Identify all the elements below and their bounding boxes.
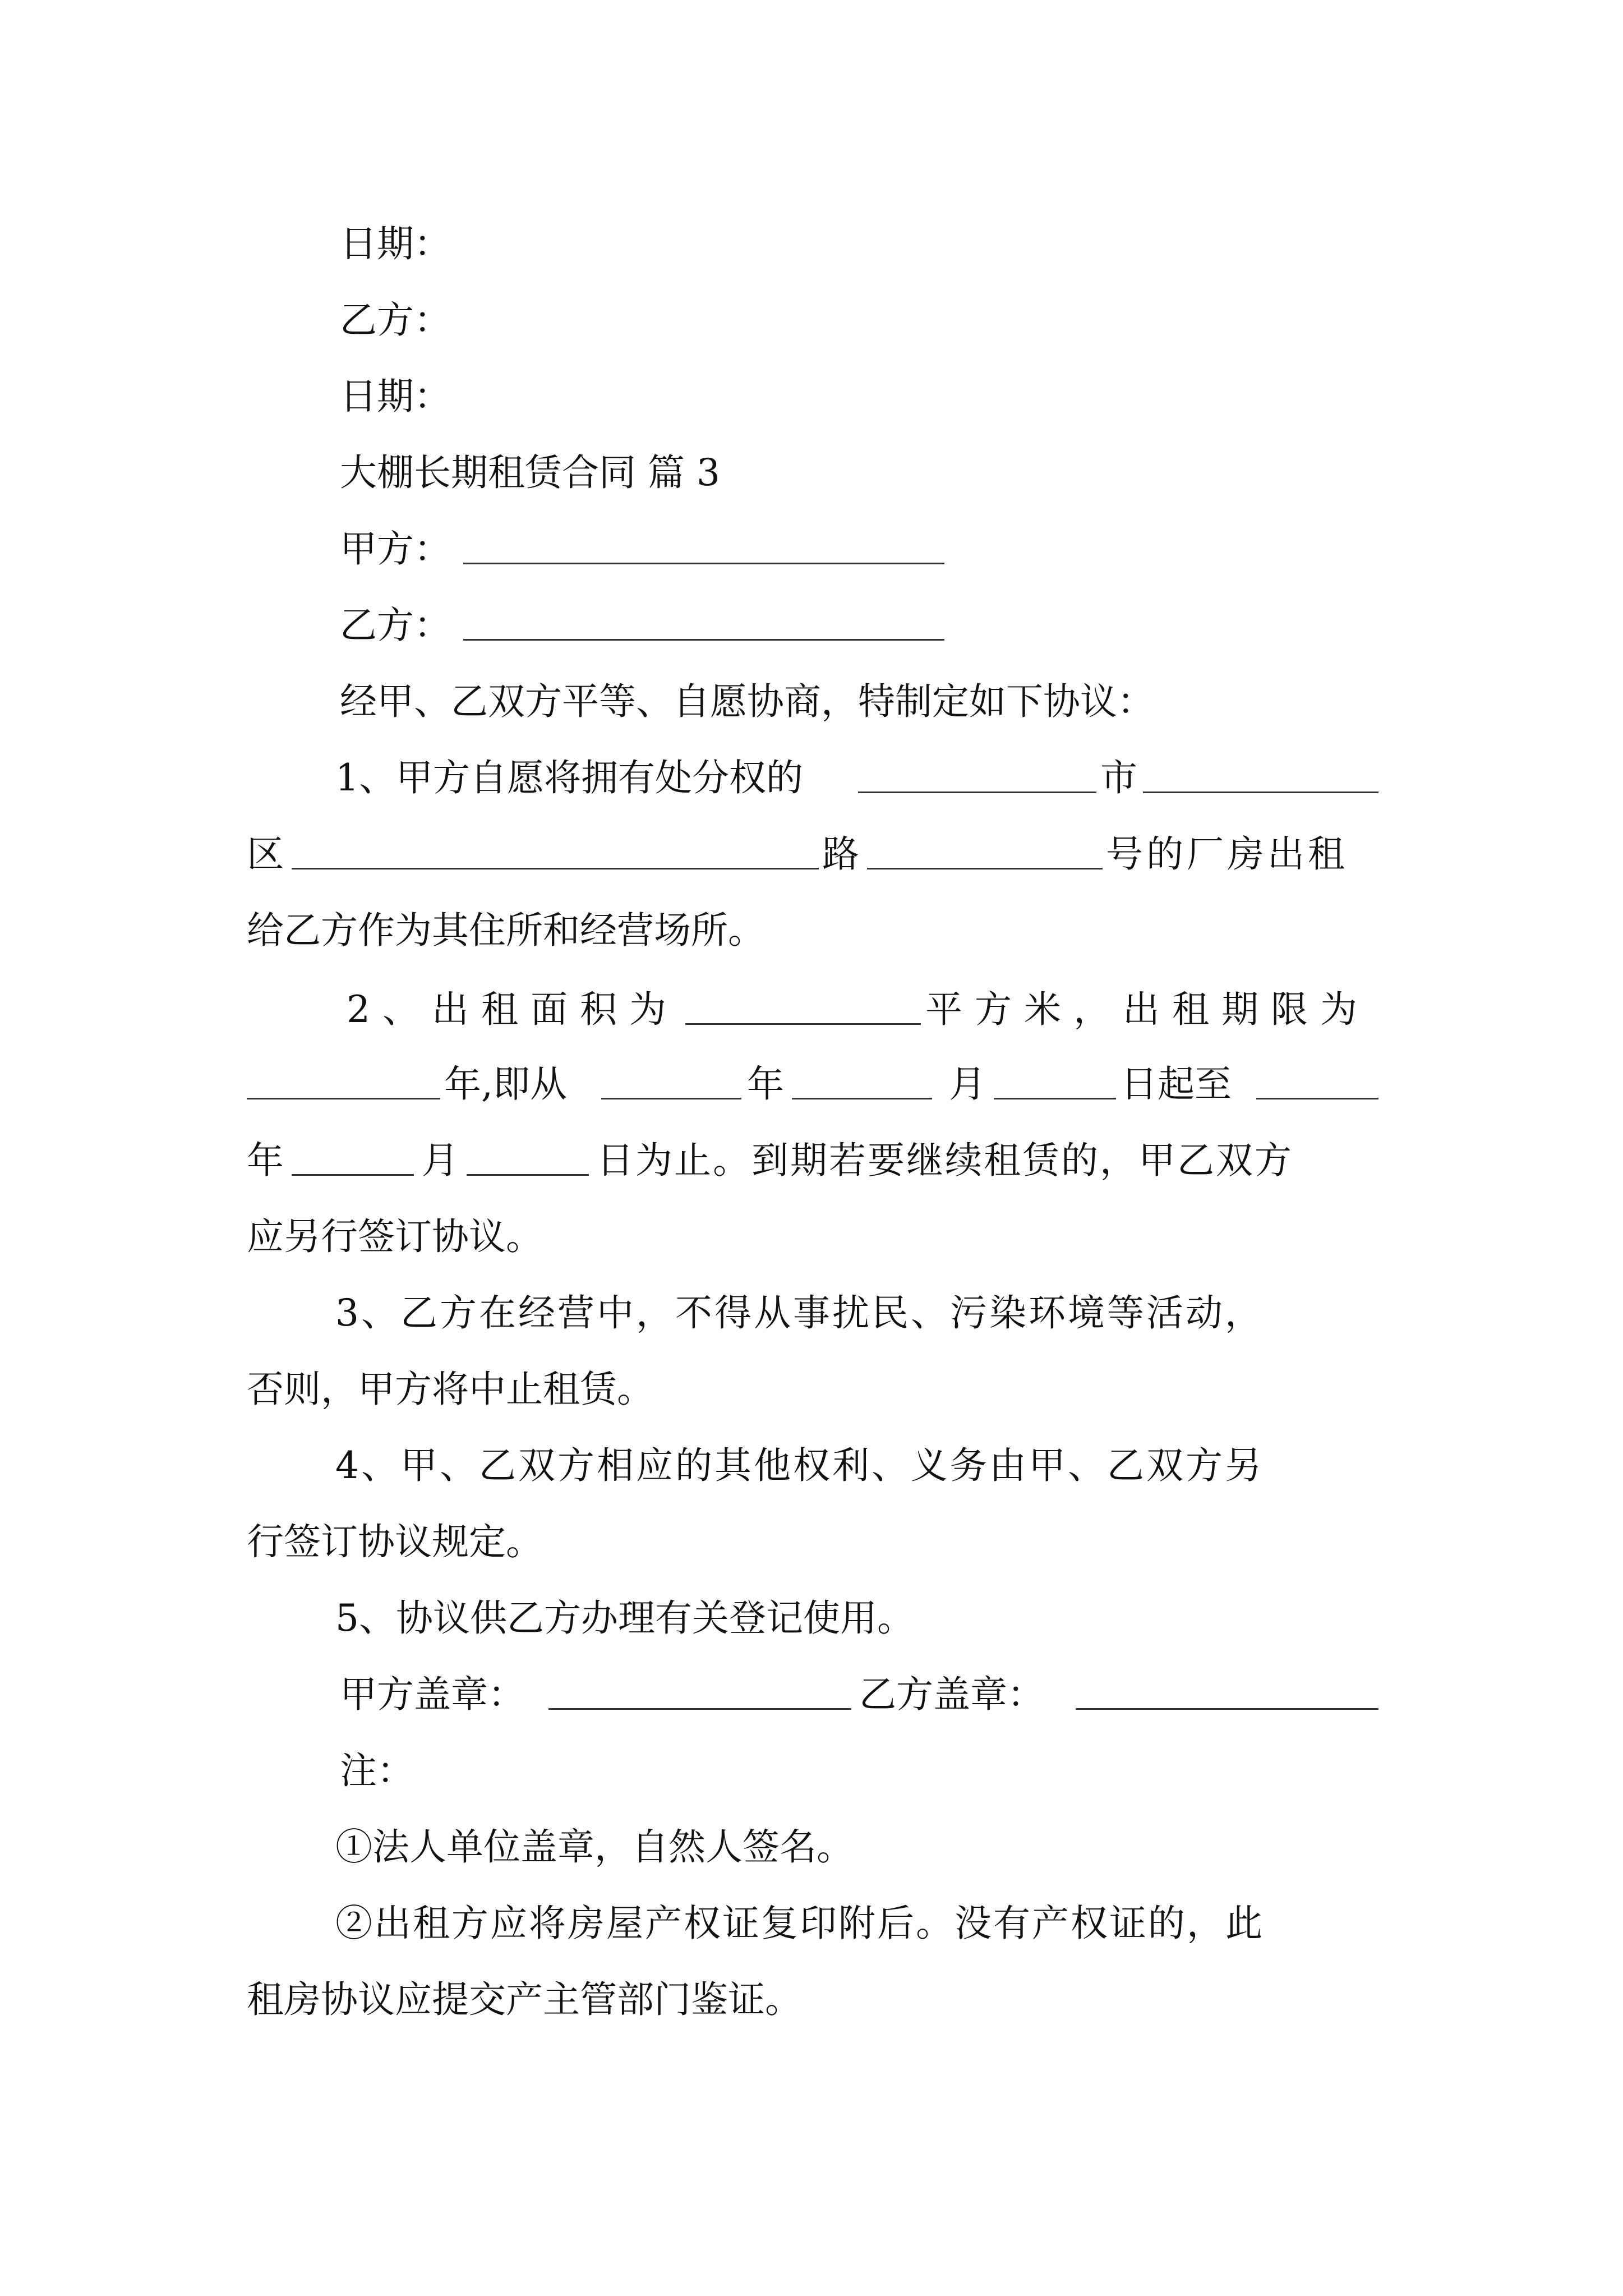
clause-2-line-1 [0,982,1623,1038]
party-b-line [0,292,1623,348]
note-2-line-2 [0,1972,1623,2028]
month-label: 月 [949,1062,986,1106]
clause-4-line-2 [0,1514,1623,1570]
date-line-1 [0,216,1623,272]
notes-label: 注： [340,1749,414,1792]
clause-2-text: 日为止。到期若要继续租赁的，甲乙双方 [597,1139,1293,1182]
party-b-blank [463,639,944,641]
end-month-blank [292,1174,414,1176]
years-blank [247,1098,440,1099]
section-heading [0,445,1623,501]
clause-1-text: 1、甲方自愿将拥有处分权的 [335,756,803,799]
clause-2-text: 应另行签订协议。 [247,1215,543,1258]
party-b-seal-label: 乙方盖章： [859,1673,1044,1716]
notes-label-line [0,1743,1623,1799]
note-1-text: ①法人单位盖章，自然人签名。 [335,1825,854,1869]
clause-3-text: 否则，甲方将中止租赁。 [247,1368,654,1411]
clause-4-line-1 [0,1438,1623,1494]
party-a-seal-blank [548,1708,851,1710]
clause-5-line [0,1590,1623,1646]
party-a-seal-label: 甲方盖章： [340,1673,525,1716]
clause-2-line-2 [0,1056,1623,1112]
party-a-field-line [0,521,1623,577]
date-line-2 [0,369,1623,425]
road-blank [867,868,1103,869]
clause-1-text: 号的厂房出租 [1106,832,1348,876]
city-label: 市 [1100,756,1137,799]
clause-1-line-2 [0,826,1623,882]
party-b-field-line [0,597,1623,654]
party-b-label: 乙方： [340,604,451,647]
city-blank-2 [1143,792,1378,793]
start-year-blank [601,1098,741,1099]
clause-1-text: 给乙方作为其住所和经营场所。 [247,909,765,952]
clause-4-text: 4、甲、乙双方相应的其他权利、义务由甲、乙双方另 [335,1444,1264,1487]
party-b-label: 乙方： [340,298,451,342]
clause-3-text: 3、乙方在经营中，不得从事扰民、污染环境等活动， [335,1291,1264,1335]
clause-2-text: 年,即从 [444,1062,567,1106]
road-label: 路 [822,832,859,876]
clause-2-text: 平方米，出租期限为 [925,988,1370,1031]
clause-5-text: 5、协议供乙方办理有关登记使用。 [335,1596,914,1640]
party-b-seal-blank [1076,1708,1378,1710]
end-day-blank [467,1174,589,1176]
clause-2-text: 2、出租面积为 [347,988,679,1031]
clause-1-line-1 [0,750,1623,806]
seal-line [0,1667,1623,1723]
year-label: 年 [747,1062,784,1106]
party-a-label: 甲方： [340,527,451,570]
clause-2-text: 日起至 [1121,1062,1232,1106]
start-day-blank [994,1098,1116,1099]
district-blank [292,868,819,869]
intro-text: 经甲、乙双方平等、自愿协商，特制定如下协议： [340,680,1154,723]
clause-2-line-4 [0,1209,1623,1265]
note-2-text: 租房协议应提交产主管部门鉴证。 [247,1978,802,2021]
district-label: 区 [247,832,284,876]
year-label: 年 [247,1139,284,1182]
start-month-blank [792,1098,932,1099]
city-blank [858,792,1096,793]
note-2-line-1 [0,1895,1623,1952]
date-label: 日期： [340,222,451,265]
party-a-blank [463,563,944,564]
clause-3-line-2 [0,1361,1623,1418]
section-heading-text: 大棚长期租赁合同 篇 3 [340,451,720,494]
end-year-blank [1256,1098,1378,1099]
clause-2-line-3 [0,1133,1623,1189]
note-1-line [0,1819,1623,1875]
month-label: 月 [422,1139,459,1182]
date-label: 日期： [340,375,451,418]
clause-4-text: 行签订协议规定。 [247,1520,543,1563]
clause-1-line-3 [0,903,1623,959]
intro-paragraph [0,674,1623,730]
note-2-text: ②出租方应将房屋产权证复印附后。没有产权证的，此 [335,1902,1264,1945]
clause-3-line-1 [0,1285,1623,1341]
area-blank [685,1023,921,1025]
